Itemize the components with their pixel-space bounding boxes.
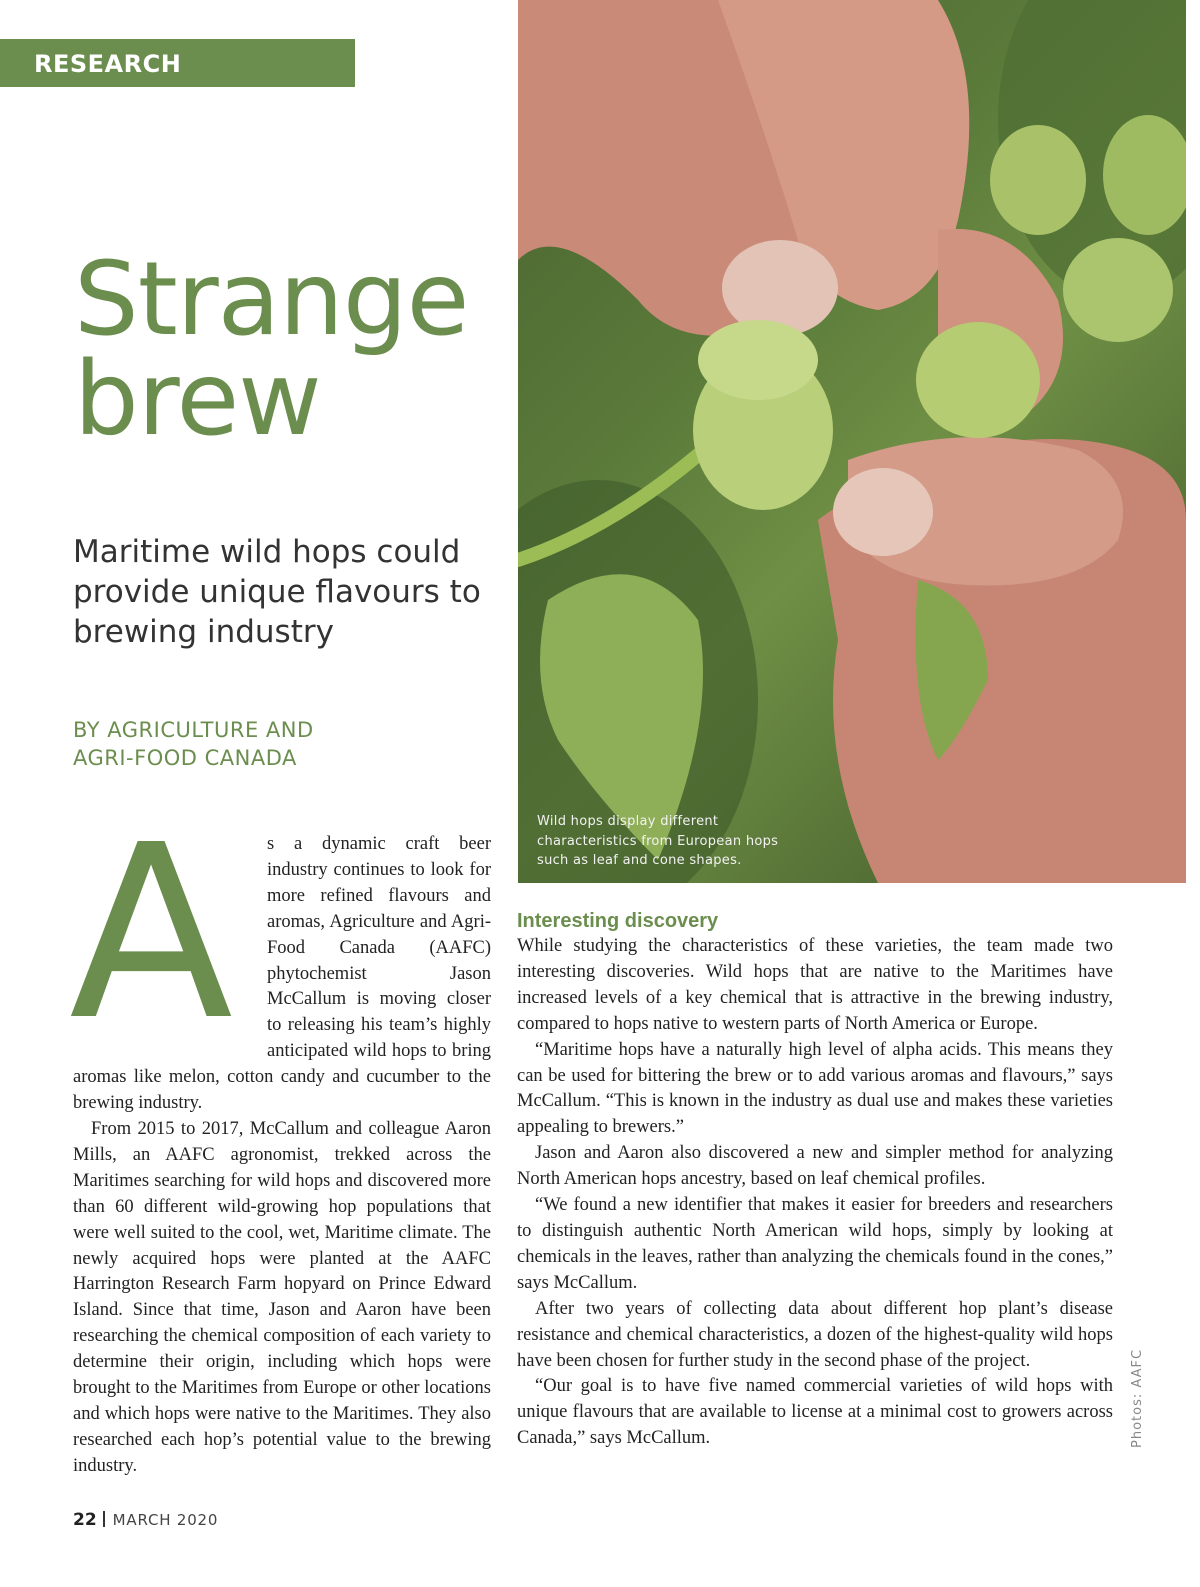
page-footer	[73, 1508, 218, 1532]
right-paragraph-5: After two years of collecting data about different hop plant’s disease resistance and chemical characteristics, a dozen of the highest-quality wild hops have been chosen for further study in the second phase of the project.	[517, 1298, 1113, 1371]
left-column	[69, 793, 491, 1480]
photo-caption: Wild hops display different characteristics from European hops such as leaf and cone shapes.	[537, 814, 779, 868]
byline-line-2: AGRI-FOOD CANADA	[73, 746, 297, 770]
section-subhead: Interesting discovery	[517, 910, 719, 932]
right-paragraph-1: While studying the characteristics of these varieties, the team made two interesting discoveries. Wild hops that are native to the Maritimes have increased levels of a key chemical that is attractive in the brewing industry, compared to hops native to western parts of North America or Europe.	[517, 936, 1113, 1034]
right-paragraph-2: “Maritime hops have a naturally high level of alpha acids. This means they can be used for bittering the brew or to add various aromas and flavours,” says McCallum. “This is known in the industry as dual use and makes these varieties appealing to brewers.”	[517, 1039, 1113, 1138]
footer-divider	[103, 1511, 105, 1527]
title-line-2: brew	[74, 340, 321, 459]
issue-date: MARCH 2020	[112, 1511, 219, 1529]
right-paragraph-3: Jason and Aaron also discovered a new and simpler method for analyzing North American hops ancestry, based on leaf chemical profiles.	[517, 1143, 1113, 1190]
article-subtitle: Maritime wild hops could provide unique flavours to brewing industry	[73, 534, 481, 650]
photo-credit: Photos: AAFC	[1130, 1348, 1145, 1448]
title-line-1: Strange	[74, 240, 469, 359]
byline-line-1: BY AGRICULTURE AND	[73, 718, 314, 742]
article-title	[74, 240, 469, 459]
section-tag: RESEARCH	[0, 39, 355, 87]
hops-photo	[518, 0, 1186, 883]
drop-cap: A	[69, 793, 234, 1073]
left-paragraph-2: From 2015 to 2017, McCallum and colleague Aaron Mills, an AAFC agronomist, trekked across the Maritimes searching for wild hops and discovered more than 60 different wild-growing hop populations that were well suited to the cool, wet, Maritime climate. The newly acquired hops were planted at the AAFC Harrington Research Farm hopyard on Prince Edward Island. Since that time, Jason and Aaron have been researching the chemical composition of each variety to determine their origin, including which hops were brought to the Maritimes from Europe or other locations and which hops were native to the Maritimes. They also researched each hop’s potential value to the brewing industry.	[73, 1118, 491, 1476]
right-column	[517, 908, 1113, 1452]
left-paragraph-1: s a dynamic craft beer industry continues to look for more refined flavours and aromas, Agriculture and Agri-Food Canada (AAFC) phytochemist Jason McCallum is moving closer to releasing his team’s highly anticipated wild hops to bring aromas like melon, cotton candy and cucumber to the brewing industry.	[73, 834, 491, 1114]
byline	[73, 716, 493, 772]
right-paragraph-6: “Our goal is to have five named commercial varieties of wild hops with unique flavours that are available to license at a minimal cost to growers across Canada,” says McCallum.	[517, 1376, 1113, 1449]
right-paragraph-4: “We found a new identifier that makes it easier for breeders and researchers to distinguish authentic North American wild hops, simply by looking at chemicals in the leaves, rather than analyzing the chemicals found in the cones,” says McCallum.	[517, 1195, 1113, 1293]
hops-illustration	[518, 0, 1186, 883]
page-number: 22	[73, 1510, 97, 1530]
